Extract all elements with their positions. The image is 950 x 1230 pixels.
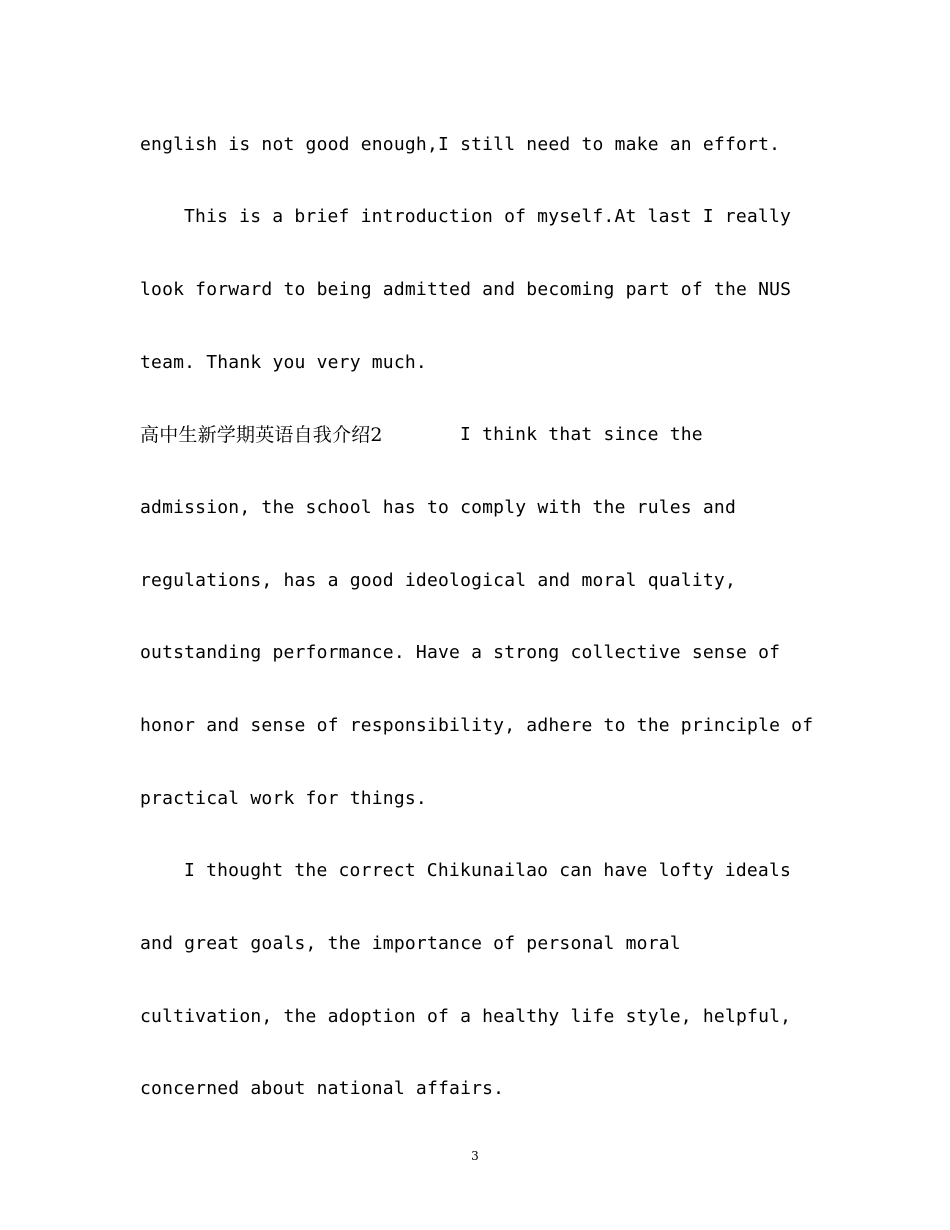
text-line: team. Thank you very much. — [140, 352, 427, 373]
text-line: outstanding performance. Have a strong collective sense of — [140, 642, 781, 663]
text-line: english is not good enough,I still need to make an effort. — [140, 134, 781, 155]
text-line: look forward to being admitted and becoming part of the NUS — [140, 279, 792, 300]
text-line: I thought the correct Chikunailao can have lofty ideals — [184, 860, 792, 881]
text-line: and great goals, the importance of personal moral — [140, 933, 681, 954]
text-line: honor and sense of responsibility, adhere to the principle of — [140, 715, 814, 736]
page-number: 3 — [471, 1149, 479, 1163]
text-line: This is a brief introduction of myself.At last I really — [184, 206, 792, 227]
text-line: regulations, has a good ideological and moral quality, — [140, 570, 736, 591]
text-line: I think that since the — [460, 424, 703, 445]
text-line: concerned about national affairs. — [140, 1078, 505, 1099]
text-line: admission, the school has to comply with the rules and — [140, 497, 736, 518]
text-line: cultivation, the adoption of a healthy life style, helpful, — [140, 1006, 792, 1027]
text-line: practical work for things. — [140, 788, 427, 809]
section-heading: 高中生新学期英语自我介绍2 — [140, 424, 383, 446]
